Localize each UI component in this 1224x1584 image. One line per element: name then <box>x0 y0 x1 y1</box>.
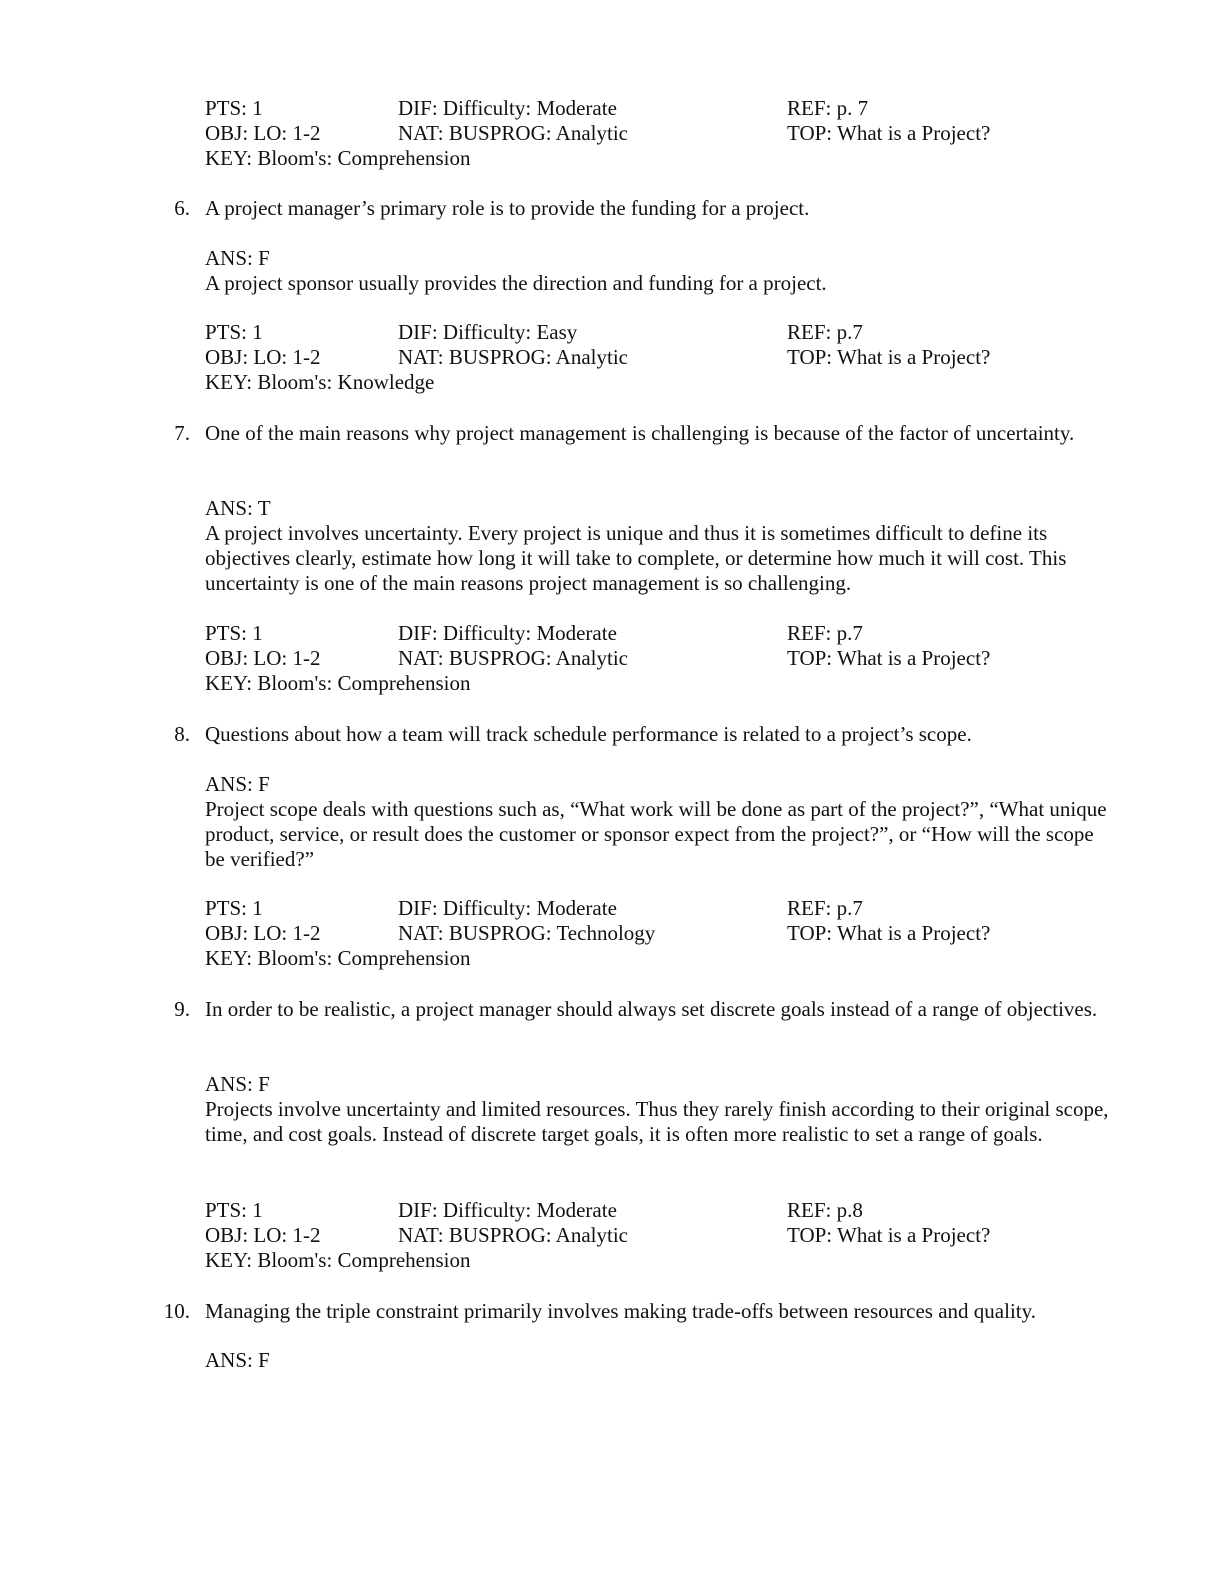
top-label: TOP: What is a Project? <box>787 646 991 670</box>
key-label: KEY: Bloom's: Comprehension <box>205 1248 471 1272</box>
question-meta-9 <box>205 1198 1105 1274</box>
dif-label: DIF: Difficulty: Moderate <box>398 96 617 120</box>
nat-label: NAT: BUSPROG: Technology <box>398 921 656 945</box>
dif-label: DIF: Difficulty: Moderate <box>398 621 617 645</box>
dif-label: DIF: Difficulty: Moderate <box>398 1198 617 1222</box>
key-label: KEY: Bloom's: Comprehension <box>205 946 471 970</box>
dif-label: DIF: Difficulty: Moderate <box>398 896 617 920</box>
obj-label: OBJ: LO: 1-2 <box>205 345 321 369</box>
top-label: TOP: What is a Project? <box>787 1223 991 1247</box>
key-label: KEY: Bloom's: Comprehension <box>205 146 471 170</box>
question-text-8: Questions about how a team will track schedule performance is related to a project’s scope. <box>205 722 972 746</box>
key-label: KEY: Bloom's: Knowledge <box>205 370 435 394</box>
answer-9: ANS: F <box>205 1072 270 1096</box>
obj-label: OBJ: LO: 1-2 <box>205 121 321 145</box>
pts-label: PTS: 1 <box>205 896 263 920</box>
question-text-7: One of the main reasons why project management is challenging is because of the factor of uncertainty. <box>205 421 1075 445</box>
pts-label: PTS: 1 <box>205 621 263 645</box>
ref-label: REF: p.7 <box>787 320 863 344</box>
nat-label: NAT: BUSPROG: Analytic <box>398 1223 628 1247</box>
ref-label: REF: p.8 <box>787 1198 863 1222</box>
question-number-6: 6. <box>174 196 190 220</box>
question-meta-8 <box>205 896 1105 972</box>
question-number-9: 9. <box>174 997 190 1021</box>
nat-label: NAT: BUSPROG: Analytic <box>398 345 628 369</box>
question-number-10: 10. <box>163 1299 190 1323</box>
question-text-10: Managing the triple constraint primarily involves making trade-offs between resources and quality. <box>205 1299 1037 1323</box>
obj-label: OBJ: LO: 1-2 <box>205 646 321 670</box>
question-meta-6 <box>205 320 1105 396</box>
question-text-9: In order to be realistic, a project manager should always set discrete goals instead of a range of objectives. <box>205 997 1098 1021</box>
answer-6: ANS: F <box>205 246 270 270</box>
answer-7: ANS: T <box>205 496 271 520</box>
explanation-7: A project involves uncertainty. Every project is unique and thus it is sometimes difficult to define its objectives clearly, estimate how long it will take to complete, or determine how much it will cost. This uncertainty is one of the main reasons project management is so challenging. <box>205 521 1067 595</box>
question-number-8: 8. <box>174 722 190 746</box>
explanation-8: Project scope deals with questions such as, “What work will be done as part of the project?”, “What unique product, service, or result does the customer or sponsor expect from the project?”, or “How will the scope be verified?” <box>205 797 1107 871</box>
top-label: TOP: What is a Project? <box>787 121 991 145</box>
key-label: KEY: Bloom's: Comprehension <box>205 671 471 695</box>
pts-label: PTS: 1 <box>205 96 263 120</box>
ref-label: REF: p.7 <box>787 621 863 645</box>
pts-label: PTS: 1 <box>205 320 263 344</box>
nat-label: NAT: BUSPROG: Analytic <box>398 121 628 145</box>
ref-label: REF: p.7 <box>787 896 863 920</box>
explanation-9: Projects involve uncertainty and limited resources. Thus they rarely finish according to their original scope, time, and cost goals. Instead of discrete target goals, it is often more realistic to set a range of goals. <box>205 1097 1109 1146</box>
answer-8: ANS: F <box>205 772 270 796</box>
nat-label: NAT: BUSPROG: Analytic <box>398 646 628 670</box>
pts-label: PTS: 1 <box>205 1198 263 1222</box>
ref-label: REF: p. 7 <box>787 96 869 120</box>
dif-label: DIF: Difficulty: Easy <box>398 320 578 344</box>
explanation-6: A project sponsor usually provides the direction and funding for a project. <box>205 271 827 295</box>
question-text-6: A project manager’s primary role is to provide the funding for a project. <box>205 196 810 220</box>
top-label: TOP: What is a Project? <box>787 345 991 369</box>
answer-10: ANS: F <box>205 1348 270 1372</box>
question-meta-7 <box>205 621 1105 697</box>
question-number-7: 7. <box>174 421 190 445</box>
top-label: TOP: What is a Project? <box>787 921 991 945</box>
obj-label: OBJ: LO: 1-2 <box>205 1223 321 1247</box>
question-meta-5 <box>205 96 1105 172</box>
obj-label: OBJ: LO: 1-2 <box>205 921 321 945</box>
